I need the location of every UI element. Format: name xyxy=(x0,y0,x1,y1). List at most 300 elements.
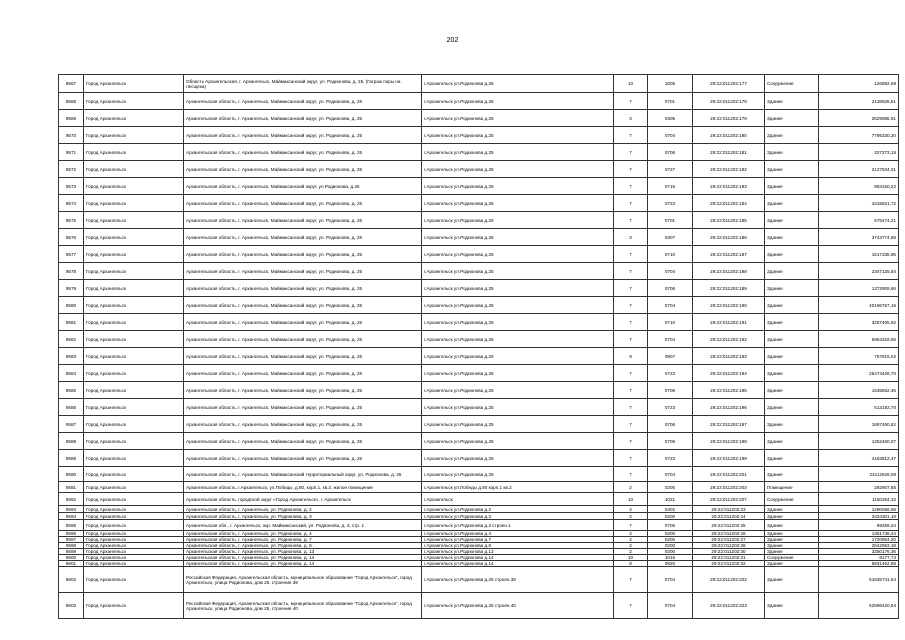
address-cell: Архангельская область, г. Архангельск, ул. Родионова, д. 13 xyxy=(184,549,422,555)
code-a-cell: 3 xyxy=(614,110,648,127)
code-a-cell: 7 xyxy=(614,416,648,433)
object-type-cell: Здание xyxy=(765,416,819,433)
address-cell: Архангельская область, г. Архангельск, ул. Родионова, д. 7 xyxy=(184,537,422,543)
object-type-cell: Здание xyxy=(765,399,819,416)
cadastral-number-cell: 29:22:011202:179 xyxy=(693,110,765,127)
code-b-cell: 0704 xyxy=(648,467,693,482)
address-cell: Архангельская область, г. Архангельск, Маймаксанский округ, ул. Родионова, д. 25 xyxy=(184,450,422,467)
value-cell: 3743774,69 xyxy=(819,229,899,246)
code-b-cell: 0706 xyxy=(648,433,693,450)
value-cell: 25474426,70 xyxy=(819,365,899,382)
value-cell: 89259,24 xyxy=(819,520,899,531)
short-address-cell: г.Архангельск ул.Родионова д.14 xyxy=(422,555,614,561)
city-cell: Город Архангельск xyxy=(84,75,184,93)
object-type-cell: Здание xyxy=(765,178,819,195)
cadastral-number-cell: 29:22:011202:31 xyxy=(693,555,765,561)
city-cell: Город Архангельск xyxy=(84,555,184,561)
object-type-cell: Здание xyxy=(765,382,819,399)
object-type-cell: Здание xyxy=(765,450,819,467)
cadastral-number-cell: 29:22:011202:183 xyxy=(693,178,765,195)
short-address-cell: г.Архангельск ул.Родионова д.7 xyxy=(422,537,614,543)
value-cell: 7795330,20 xyxy=(819,127,899,144)
code-b-cell: 0704 xyxy=(648,263,693,280)
table-row xyxy=(59,75,899,93)
short-address-cell: г.Архангельск ул.Родионова д.25 xyxy=(422,144,614,161)
value-cell: 292907,85 xyxy=(819,482,899,493)
city-cell: Город Архангельск xyxy=(84,263,184,280)
cadastral-number-cell: 29:22:011202:25 xyxy=(693,520,765,531)
object-type-cell: Здание xyxy=(765,520,819,531)
code-b-cell: 0200 xyxy=(648,537,693,543)
cadastral-number-cell: 29:22:011202:184 xyxy=(693,195,765,212)
cadastral-number-cell: 29:22:011202:322 xyxy=(693,567,765,593)
code-a-cell: 2 xyxy=(614,482,648,493)
address-cell: Архангельская область, г. Архангельск, Маймаксанский округ, ул. Родионова, д. 25 xyxy=(184,382,422,399)
address-cell: Архангельская область, г. Архангельск, Маймаксанский округ, ул. Родионова, д. 25 xyxy=(184,348,422,365)
row-number: 9571 xyxy=(59,144,84,161)
short-address-cell: г.Архангельск ул.Родионова д.8 xyxy=(422,543,614,549)
short-address-cell: г.Архангельск ул.Родионова д.25 xyxy=(422,365,614,382)
object-type-cell: Здание xyxy=(765,280,819,297)
address-cell: Архангельская область, г.Архангельск, ул.Победы, д.80, корп.1, кв.2, жилое помещение xyxy=(184,482,422,493)
value-cell: 963150,22 xyxy=(819,178,899,195)
code-a-cell: 7 xyxy=(614,280,648,297)
object-type-cell: Сооружение xyxy=(765,493,819,506)
cadastral-number-cell: 29:22:011202:201 xyxy=(693,467,765,482)
short-address-cell: г.Архангельск ул.Родионова д.25 xyxy=(422,195,614,212)
address-cell: Архангельская область, г. Архангельск, Маймаксанский территориальный округ, ул. Родионова, д. 25 xyxy=(184,467,422,482)
city-cell: Город Архангельск xyxy=(84,365,184,382)
value-cell: 2347125,84 xyxy=(819,263,899,280)
code-b-cell: 0704 xyxy=(648,331,693,348)
city-cell: Город Архангельск xyxy=(84,567,184,593)
cadastral-number-cell: 29:22:011202:207 xyxy=(693,493,765,506)
table-row xyxy=(59,110,899,127)
code-a-cell: 2 xyxy=(614,549,648,555)
cadastral-number-cell: 29:22:011202:26 xyxy=(693,531,765,537)
value-cell: 1897480,62 xyxy=(819,416,899,433)
code-a-cell: 7 xyxy=(614,520,648,531)
table-row xyxy=(59,467,899,482)
code-a-cell: 7 xyxy=(614,178,648,195)
cadastral-number-cell: 29:22:011202:187 xyxy=(693,246,765,263)
cadastral-number-cell: 29:22:011202:30 xyxy=(693,549,765,555)
address-cell: Архангельская область, г. Архангельск, Маймаксанский округ, ул. Родионова, д. 25 xyxy=(184,144,422,161)
row-number: 9596 xyxy=(59,531,84,537)
value-cell: 2642963,18 xyxy=(819,543,899,549)
code-b-cell: 0704 xyxy=(648,593,693,619)
code-a-cell: 7 xyxy=(614,433,648,450)
code-b-cell: 0706 xyxy=(648,280,693,297)
row-number: 9591 xyxy=(59,482,84,493)
address-cell: Архангельская область, г. Архангельск, ул. Родионова, д. 2 xyxy=(184,506,422,513)
code-b-cell: 0710 xyxy=(648,314,693,331)
code-a-cell: 7 xyxy=(614,467,648,482)
code-b-cell: 0704 xyxy=(648,567,693,593)
code-b-cell: 0710 xyxy=(648,246,693,263)
value-cell: 126892,69 xyxy=(819,75,899,93)
code-b-cell: 0727 xyxy=(648,161,693,178)
code-b-cell: 0307 xyxy=(648,229,693,246)
cadastral-number-cell: 29:22:011202:177 xyxy=(693,75,765,93)
code-a-cell: 10 xyxy=(614,493,648,506)
city-cell: Город Архангельск xyxy=(84,467,184,482)
row-number: 9583 xyxy=(59,348,84,365)
table-row xyxy=(59,416,899,433)
code-a-cell: 3 xyxy=(614,229,648,246)
short-address-cell: г.Архангельск ул.Родионова д.25 строен.39 xyxy=(422,567,614,593)
value-cell: 4153812,47 xyxy=(819,450,899,467)
city-cell: Город Архангельск xyxy=(84,493,184,506)
city-cell: Город Архангельск xyxy=(84,520,184,531)
table-row xyxy=(59,195,899,212)
code-b-cell: 0701 xyxy=(648,93,693,110)
table-row xyxy=(59,567,899,593)
code-a-cell: 7 xyxy=(614,382,648,399)
city-cell: Город Архангельск xyxy=(84,543,184,549)
object-type-cell: Сооружение xyxy=(765,75,819,93)
city-cell: Город Архангельск xyxy=(84,513,184,520)
table-row xyxy=(59,331,899,348)
address-cell: Архангельская область, г. Архангельск, Маймаксанский округ, ул. Родионова, д. 25 xyxy=(184,110,422,127)
value-cell: 40196767,15 xyxy=(819,297,899,314)
short-address-cell: г.Архангельск ул.Родионова д.25 xyxy=(422,280,614,297)
code-b-cell: 0723 xyxy=(648,195,693,212)
code-b-cell: 0723 xyxy=(648,450,693,467)
code-b-cell: 0907 xyxy=(648,348,693,365)
row-number: 9569 xyxy=(59,110,84,127)
row-number: 9599 xyxy=(59,549,84,555)
object-type-cell: Здание xyxy=(765,506,819,513)
code-a-cell: 10 xyxy=(614,555,648,561)
code-a-cell: 7 xyxy=(614,365,648,382)
value-cell: 2529985,61 xyxy=(819,110,899,127)
city-cell: Город Архангельск xyxy=(84,178,184,195)
value-cell: 51635741,64 xyxy=(819,567,899,593)
code-a-cell: 7 xyxy=(614,161,648,178)
cadastral-number-cell: 29:22:011202:28 xyxy=(693,543,765,549)
city-cell: Город Архангельск xyxy=(84,450,184,467)
address-cell: Архангельская область, г. Архангельск, ул. Родионова, д. 14 xyxy=(184,561,422,567)
table-row xyxy=(59,280,899,297)
table-row xyxy=(59,127,899,144)
code-b-cell: 0704 xyxy=(648,127,693,144)
code-a-cell: 2 xyxy=(614,537,648,543)
code-b-cell: 0715 xyxy=(648,178,693,195)
code-a-cell: 9 xyxy=(614,348,648,365)
cadastral-number-cell: 29:22:011202:188 xyxy=(693,263,765,280)
object-type-cell: Здание xyxy=(765,365,819,382)
cadastral-number-cell: 29:22:011202:197 xyxy=(693,416,765,433)
address-cell: Архангельская область, г. Архангельск, Маймаксанский округ, ул. Родионова, д. 25 xyxy=(184,280,422,297)
address-cell: Архангельская область, г. Архангельск, ул. Родионова, д. 4 xyxy=(184,531,422,537)
cadastral-number-cell: 29:22:011202:190 xyxy=(693,297,765,314)
code-a-cell: 7 xyxy=(614,331,648,348)
code-a-cell: 7 xyxy=(614,263,648,280)
code-a-cell: 8 xyxy=(614,561,648,567)
table-row xyxy=(59,212,899,229)
city-cell: Город Архангельск xyxy=(84,110,184,127)
value-cell: 3250176,36 xyxy=(819,549,899,555)
address-cell: Архангельская область, г. Архангельск, Маймаксанский округ, ул.Родионова, д.25 xyxy=(184,178,422,195)
row-number: 9593 xyxy=(59,506,84,513)
object-type-cell: Здание xyxy=(765,263,819,280)
short-address-cell: г.Архангельск ул.Родионова д.25 xyxy=(422,450,614,467)
city-cell: Город Архангельск xyxy=(84,482,184,493)
city-cell: Город Архангельск xyxy=(84,314,184,331)
short-address-cell: г.Архангельск ул.Родионова д.25 xyxy=(422,382,614,399)
table-row xyxy=(59,450,899,467)
code-a-cell: 7 xyxy=(614,450,648,467)
code-b-cell: 0706 xyxy=(648,416,693,433)
cadastral-number-cell: 29:22:011202:182 xyxy=(693,161,765,178)
row-number: 9590 xyxy=(59,467,84,482)
row-number: 9600 xyxy=(59,555,84,561)
object-type-cell: Здание xyxy=(765,297,819,314)
object-type-cell: Здание xyxy=(765,195,819,212)
row-number: 9568 xyxy=(59,93,84,110)
code-b-cell: 1031 xyxy=(648,493,693,506)
cadastral-number-cell: 29:22:011202:186 xyxy=(693,229,765,246)
value-cell: 757815,02 xyxy=(819,348,899,365)
city-cell: Город Архангельск xyxy=(84,382,184,399)
value-cell: 1361738,44 xyxy=(819,531,899,537)
city-cell: Город Архангельск xyxy=(84,549,184,555)
object-type-cell: Здание xyxy=(765,543,819,549)
code-a-cell: 2 xyxy=(614,513,648,520)
object-type-cell: Здание xyxy=(765,93,819,110)
cadastral-number-cell: 29:22:011202:195 xyxy=(693,382,765,399)
cadastral-number-cell: 29:22:011202:198 xyxy=(693,433,765,450)
row-number: 9576 xyxy=(59,229,84,246)
row-number: 9595 xyxy=(59,520,84,531)
city-cell: Город Архангельск xyxy=(84,297,184,314)
code-b-cell: 0200 xyxy=(648,482,693,493)
table-row xyxy=(59,297,899,314)
city-cell: Город Архангельск xyxy=(84,506,184,513)
table-row xyxy=(59,506,899,513)
city-cell: Город Архангельск xyxy=(84,433,184,450)
code-a-cell: 10 xyxy=(614,75,648,93)
value-cell: 675474,21 xyxy=(819,212,899,229)
short-address-cell: г.Архангельск ул.Родионова д.25 xyxy=(422,331,614,348)
object-type-cell: Здание xyxy=(765,467,819,482)
code-a-cell: 7 xyxy=(614,297,648,314)
short-address-cell: г.Архангельск ул.Родионова д.25 строен.40 xyxy=(422,593,614,619)
code-b-cell: 0723 xyxy=(648,399,693,416)
short-address-cell: г.Архангельск ул.Победы д.80 корп.1 кв.2 xyxy=(422,482,614,493)
address-cell: Российская Федерация, Архангельская область, муниципальное образование "Город Архангельск", город Архангельск, улица Родионова, дом 25, строение 40 xyxy=(184,593,422,619)
row-number: 9602 xyxy=(59,567,84,593)
code-a-cell: 7 xyxy=(614,93,648,110)
address-cell: Российская Федерация, Архангельская область, муниципальное образование "Город Архангельск", город Архангельск, улица Родионова, дом 25, строение 39 xyxy=(184,567,422,593)
row-number: 9570 xyxy=(59,127,84,144)
code-b-cell: 0706 xyxy=(648,520,693,531)
cadastral-table xyxy=(58,74,899,619)
address-cell: Архангельская область, г. Архангельск, Маймаксанский округ, ул. Родионова, д. 25 xyxy=(184,263,422,280)
table-row xyxy=(59,263,899,280)
city-cell: Город Архангельск xyxy=(84,537,184,543)
row-number: 9575 xyxy=(59,212,84,229)
cadastral-number-cell: 29:22:011202:203 xyxy=(693,482,765,493)
table-row xyxy=(59,382,899,399)
cadastral-number-cell: 29:22:011202:185 xyxy=(693,212,765,229)
short-address-cell: г.Архангельск ул.Родионова д.25 xyxy=(422,348,614,365)
cadastral-number-cell: 29:22:011202:193 xyxy=(693,348,765,365)
address-cell: Архангельская область, г. Архангельск, Маймаксанский округ, ул. Родионова, д. 25 xyxy=(184,127,422,144)
code-b-cell: 1016 xyxy=(648,555,693,561)
short-address-cell: г.Архангельск ул.Родионова д.25 xyxy=(422,212,614,229)
table-row xyxy=(59,314,899,331)
short-address-cell: г.Архангельск ул.Родионова д.25 xyxy=(422,399,614,416)
address-cell: Архангельская область, г. Архангельск, Маймаксанский округ, ул. Родионова, д. 25 xyxy=(184,399,422,416)
code-b-cell: 1005 xyxy=(648,75,693,93)
city-cell: Город Архангельск xyxy=(84,399,184,416)
short-address-cell: г.Архангельск ул.Родионова д.25 xyxy=(422,161,614,178)
cadastral-number-cell: 29:22:011202:181 xyxy=(693,144,765,161)
city-cell: Город Архангельск xyxy=(84,593,184,619)
page-number: 202 xyxy=(446,37,459,44)
address-cell: Архангельская обл., г. Архангельск, окр. Маймаксанский, ул. Родионова, д. 3, стр. 1 xyxy=(184,520,422,531)
code-a-cell: 4 xyxy=(614,506,648,513)
code-a-cell: 7 xyxy=(614,195,648,212)
city-cell: Город Архангельск xyxy=(84,229,184,246)
code-a-cell: 7 xyxy=(614,144,648,161)
value-cell: 1720954,20 xyxy=(819,537,899,543)
row-number: 9588 xyxy=(59,433,84,450)
code-b-cell: 0820 xyxy=(648,561,693,567)
row-number: 9573 xyxy=(59,178,84,195)
object-type-cell: Здание xyxy=(765,537,819,543)
address-cell: Архангельская область, г. Архангельск, Маймаксанский округ, ул. Родионова, д. 25 xyxy=(184,93,422,110)
cadastral-number-cell: 29:22:011202:323 xyxy=(693,593,765,619)
cadastral-number-cell: 29:22:011202:189 xyxy=(693,280,765,297)
table-row xyxy=(59,229,899,246)
city-cell: Город Архангельск xyxy=(84,348,184,365)
code-a-cell: 7 xyxy=(614,567,648,593)
value-cell: 52896420,54 xyxy=(819,593,899,619)
short-address-cell: г.Архангельск ул.Родионова д.25 xyxy=(422,297,614,314)
table-row xyxy=(59,593,899,619)
code-a-cell: 7 xyxy=(614,314,648,331)
code-a-cell: 7 xyxy=(614,127,648,144)
city-cell: Город Архангельск xyxy=(84,144,184,161)
row-number: 9603 xyxy=(59,593,84,619)
row-number: 9598 xyxy=(59,543,84,549)
value-cell: 5954318,06 xyxy=(819,331,899,348)
short-address-cell: г.Архангельск ул.Родионова д.3 строен.1 xyxy=(422,520,614,531)
row-number: 9582 xyxy=(59,331,84,348)
code-a-cell: 7 xyxy=(614,399,648,416)
address-cell: Архангельская область, г. Архангельск, Маймаксанский округ, ул. Родионова, д. 25 xyxy=(184,331,422,348)
cadastral-number-cell: 29:22:011202:23 xyxy=(693,506,765,513)
city-cell: Город Архангельск xyxy=(84,246,184,263)
address-cell: Архангельская область, г. Архангельск, Маймаксанский округ, ул. Родионова, д. 25 xyxy=(184,246,422,263)
row-number: 9601 xyxy=(59,561,84,567)
short-address-cell: г.Архангельск ул.Родионова д.25 xyxy=(422,75,614,93)
cadastral-number-cell: 29:22:011202:192 xyxy=(693,331,765,348)
address-cell: Архангельская область, г. Архангельск, Маймаксанский округ, ул. Родионова, д. 25 xyxy=(184,161,422,178)
cadastral-number-cell: 29:22:011202:191 xyxy=(693,314,765,331)
table-row xyxy=(59,93,899,110)
short-address-cell: г.Архангельск ул.Родионова д.2 xyxy=(422,506,614,513)
code-a-cell: 2 xyxy=(614,531,648,537)
value-cell: 5831452,68 xyxy=(819,561,899,567)
object-type-cell: Здание xyxy=(765,144,819,161)
cadastral-number-cell: 29:22:011202:178 xyxy=(693,93,765,110)
row-number: 9578 xyxy=(59,263,84,280)
table-row xyxy=(59,178,899,195)
address-cell: Архангельская область, г. Архангельск, Маймаксанский округ, ул. Родионова, д. 25 xyxy=(184,212,422,229)
row-number: 9584 xyxy=(59,365,84,382)
cadastral-number-cell: 29:22:011202:180 xyxy=(693,127,765,144)
row-number: 9581 xyxy=(59,314,84,331)
code-b-cell: 0200 xyxy=(648,549,693,555)
row-number: 9589 xyxy=(59,450,84,467)
object-type-cell: Здание xyxy=(765,549,819,555)
object-type-cell: Здание xyxy=(765,561,819,567)
short-address-cell: г.Архангельск ул.Родионова д.25 xyxy=(422,229,614,246)
table-row xyxy=(59,144,899,161)
city-cell: Город Архангельск xyxy=(84,195,184,212)
short-address-cell: г.Архангельск ул.Родионова д.25 xyxy=(422,93,614,110)
table-row xyxy=(59,161,899,178)
cadastral-number-cell: 29:22:011202:196 xyxy=(693,399,765,416)
value-cell: 1372909,66 xyxy=(819,280,899,297)
table-row xyxy=(59,520,899,531)
row-number: 9592 xyxy=(59,493,84,506)
address-cell: Архангельская область, г. Архангельск, Маймаксанский округ, ул. Родионова, д. 25 xyxy=(184,195,422,212)
address-cell: Архангельская область, г. Архангельск, Маймаксанский округ, ул. Родионова, д. 25 xyxy=(184,229,422,246)
row-number: 9574 xyxy=(59,195,84,212)
short-address-cell: г.Архангельск ул.Родионова д.14 xyxy=(422,561,614,567)
value-cell: 1150364,33 xyxy=(819,493,899,506)
short-address-cell: г.Архангельск ул.Родионова д.25 xyxy=(422,127,614,144)
object-type-cell: Здание xyxy=(765,531,819,537)
short-address-cell: г.Архангельск ул.Родионова д.4 xyxy=(422,531,614,537)
table-row xyxy=(59,482,899,493)
object-type-cell: Здание xyxy=(765,513,819,520)
row-number: 9572 xyxy=(59,161,84,178)
code-b-cell: 0704 xyxy=(648,297,693,314)
address-cell: Архангельская область, г. Архангельск, Маймаксанский округ, ул. Родионова, д. 25 xyxy=(184,416,422,433)
code-a-cell: 7 xyxy=(614,246,648,263)
value-cell: 1535562,46 xyxy=(819,382,899,399)
row-number: 9580 xyxy=(59,297,84,314)
code-b-cell: 0402 xyxy=(648,506,693,513)
object-type-cell: Здание xyxy=(765,161,819,178)
object-type-cell: Здание xyxy=(765,212,819,229)
code-b-cell: 0305 xyxy=(648,110,693,127)
object-type-cell: Здание xyxy=(765,567,819,593)
city-cell: Город Архангельск xyxy=(84,561,184,567)
short-address-cell: г.Архангельск ул.Родионова д.25 xyxy=(422,263,614,280)
short-address-cell: г.Архангельск ул.Родионова д.25 xyxy=(422,178,614,195)
city-cell: Город Архангельск xyxy=(84,93,184,110)
row-number: 9594 xyxy=(59,513,84,520)
code-b-cell: 0200 xyxy=(648,513,693,520)
table-body xyxy=(59,75,899,619)
short-address-cell: г.Архангельск ул.Родионова д.25 xyxy=(422,246,614,263)
address-cell: Архангельская область, городской округ «Город Архангельск», г. Архангельск xyxy=(184,493,422,506)
object-type-cell: Здание xyxy=(765,348,819,365)
code-b-cell: 0723 xyxy=(648,365,693,382)
code-a-cell: 7 xyxy=(614,212,648,229)
value-cell: 3257405,92 xyxy=(819,314,899,331)
cadastral-number-cell: 29:22:011202:194 xyxy=(693,365,765,382)
code-b-cell: 0200 xyxy=(648,531,693,537)
short-address-cell: г.Архангельск ул.Родионова д.25 xyxy=(422,467,614,482)
